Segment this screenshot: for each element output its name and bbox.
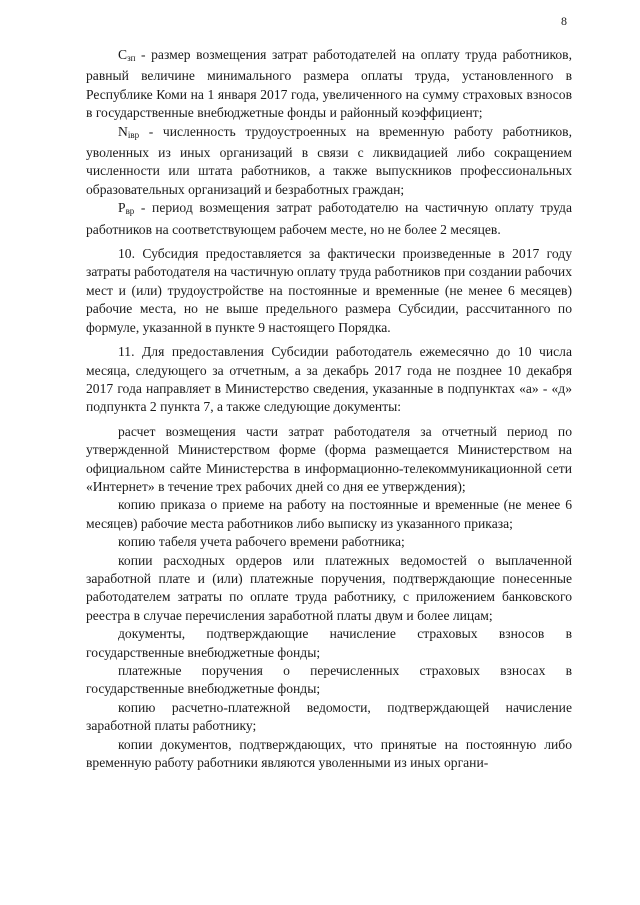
document-item: копии документов, подтверждающих, что принятые на постоянную либо временную работу работники являются уволенными из иных органи-: [86, 736, 572, 771]
document-item: платежные поручения о перечисленных страховых взносах в государственные внебюджетные фонды;: [86, 663, 572, 697]
paragraph-10: 10. Субсидия предоставляется за фактически произведенные в 2017 году затраты работодателя на частичную оплату труда работников при создании рабочих мест и (или) трудоустройстве на постоянные и временные (не менее 6 месяцев) рабочие места, но не выше предельного размера Субсидии, рассчитанного по формуле, указанной в пункте 9 настоящего Порядка.: [86, 246, 572, 335]
definition-pvr: $Р_{вр}$ - период возмещения затрат работодателю на частичную оплату труда работников на соответствующем рабочем месте, но не более 2 месяцев.: [86, 200, 572, 237]
symbol-szp: $С_{зп}$: [118, 47, 136, 63]
document-item: расчет возмещения части затрат работодателя за отчетный период по утвержденной Министерством форме (форма размещается Министерством на официальном сайте Министерства в информационно-телекоммуникационной сети «Интернет» в течение трех рабочих дней со дня ее утверждения);: [86, 423, 572, 494]
symbol-pvr: $Р_{вр}$: [118, 200, 135, 217]
document-item: копию табеля учета рабочего времени работника;: [118, 534, 405, 550]
document-item: документы, подтверждающие начисление страховых взносов в государственные внебюджетные фонды;: [86, 626, 572, 660]
document-item: копию расчетно-платежной ведомости, подтверждающей начисление заработной платы работнику;: [86, 699, 572, 734]
document-item: копию приказа о приеме на работу на постоянные и временные (не менее 6 месяцев) рабочие места работников либо выписку из указанного приказа;: [86, 497, 572, 531]
symbol-nivr: $N_{iвр}$: [118, 123, 140, 140]
page-number: 8: [561, 14, 567, 28]
definition-szp: $С_{зп}$ - размер возмещения затрат работодателей на оплату труда работников, равный величине минимального размера оплаты труда, установленного в Республике Коми на 1 января 2017 года, увеличенного на сумму страховых взносов в государственные внебюджетные фонды и районный коэффициент;: [86, 47, 572, 121]
paragraph-11: 11. Для предоставления Субсидии работодатель ежемесячно до 10 числа месяца, следующего за отчетным, а за декабрь 2017 года не позднее 10 декабря 2017 года направляет в Министерство сведения, указанные в подпунктах «а» - «д» подпункта 2 пункта 7, а также следующие документы:: [86, 344, 572, 415]
document-body: [86, 46, 572, 772]
document-item: копии расходных ордеров или платежных ведомостей о выплаченной заработной плате и (или) платежные поручения, подтверждающие понесенные работодателем затраты по оплате труда работнику, с приложением банковского реестра в случае перечисления заработной платы двум и более лицам;: [86, 552, 572, 623]
definition-nivr: $N_{iвр}$ - численность трудоустроенных на временную работу работников, уволенных из иных организаций в связи с ликвидацией либо сокращением численности или штата работников, а также выпускников профессиональных образовательных организаций и безработных граждан;: [86, 123, 572, 197]
